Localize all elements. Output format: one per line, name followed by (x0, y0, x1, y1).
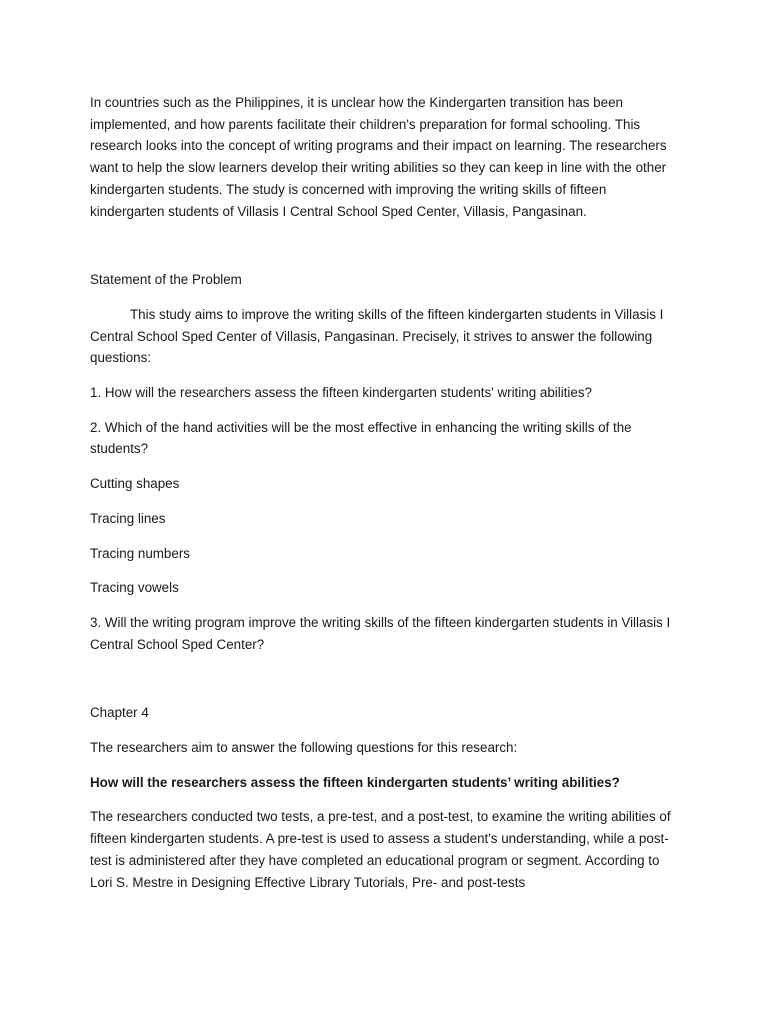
option-cutting-shapes: Cutting shapes (90, 476, 180, 492)
problem-paragraph: This study aims to improve the writing skills of the fifteen kindergarten students in Villasis I Central School Sped Center of Villasis, Pangasinan. Precisely, it strives to answer the following questions: (90, 306, 664, 366)
chapter-heading: Chapter 4 (90, 705, 149, 721)
question-3: 3. Will the writing program improve the writing skills of the fifteen kindergarten students in Villasis I Central School Sped Center? (90, 614, 671, 652)
document-page (90, 92, 682, 893)
question-2: 2. Which of the hand activities will be the most effective in enhancing the writing skills of the students? (90, 419, 632, 457)
chapter-bold-question: How will the researchers assess the fifteen kindergarten students’ writing abilities? (90, 774, 620, 790)
intro-paragraph: In countries such as the Philippines, it is unclear how the Kindergarten transition has been implemented, and how parents facilitate their children's preparation for formal schooling. This research looks into the concept of writing programs and their impact on learning. The researchers want to help the slow learners develop their writing abilities so they can keep in line with the other kindergarten students. The study is concerned with improving the writing skills of fifteen kindergarten students of Villasis I Central School Sped Center, Villasis, Pangasinan. (90, 95, 667, 219)
question-1: 1. How will the researchers assess the fifteen kindergarten students' writing abilities? (90, 385, 592, 401)
option-tracing-lines: Tracing lines (90, 510, 166, 526)
chapter-paragraph: The researchers conducted two tests, a pre-test, and a post-test, to examine the writing abilities of fifteen kindergarten students. A pre-test is used to assess a student's understanding, while a post-test is administered after they have completed an educational program or segment. According to Lori S. Mestre in Designing Effective Library Tutorials, Pre- and post-tests (90, 809, 671, 890)
option-tracing-numbers: Tracing numbers (90, 545, 190, 561)
chapter-lead: The researchers aim to answer the following questions for this research: (90, 740, 518, 756)
option-tracing-vowels: Tracing vowels (90, 580, 179, 596)
problem-heading: Statement of the Problem (90, 272, 242, 288)
